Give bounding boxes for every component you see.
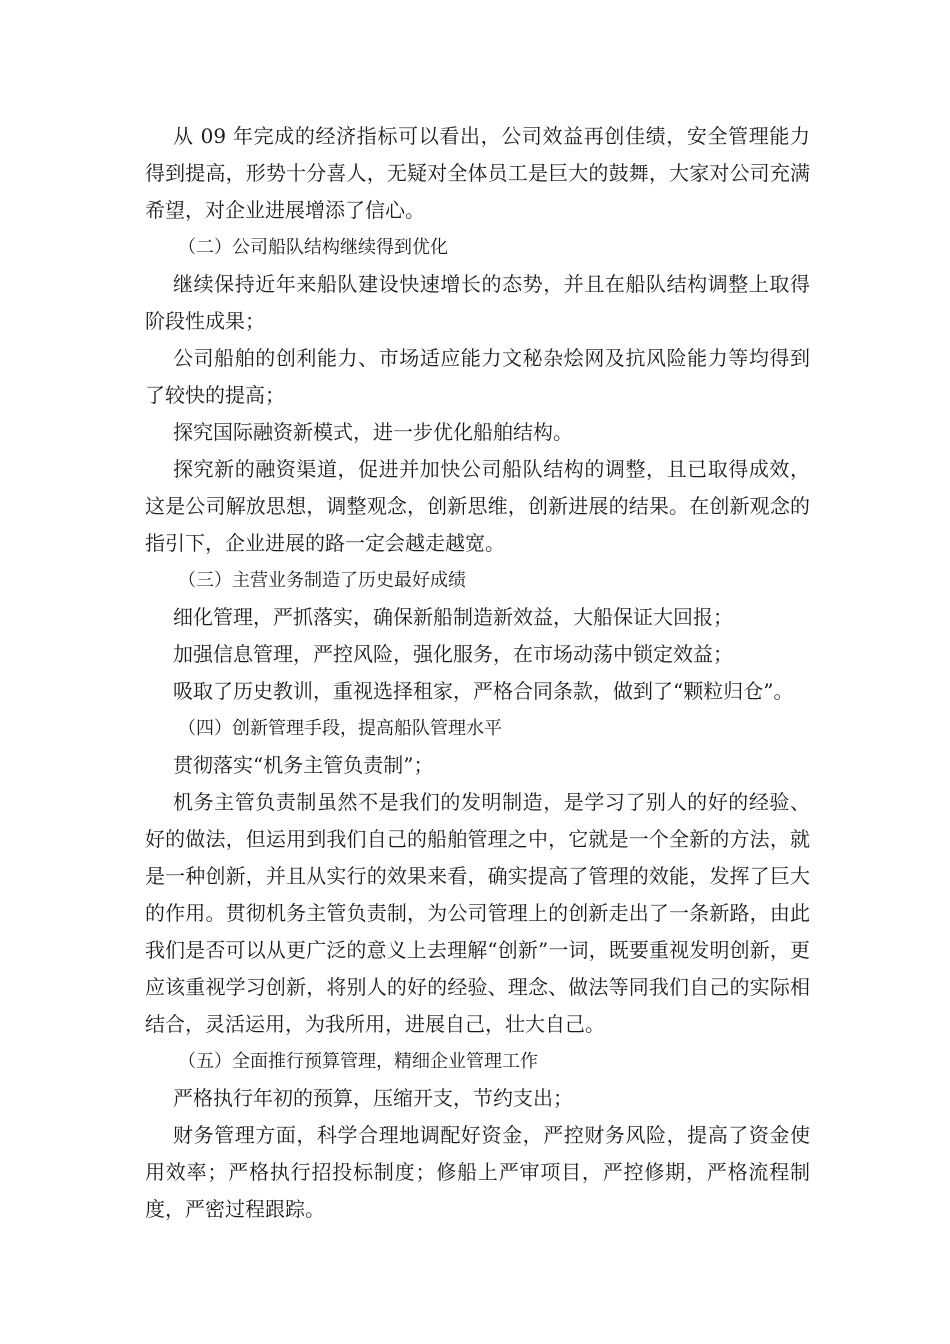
paragraph-fleet-growth: 继续保持近年来船队建设快速增长的态势，并且在船队结构调整上取得阶段性成果；	[145, 272, 810, 333]
document-page	[145, 118, 810, 1228]
section-heading-2: （二）公司船队结构继续得到优化	[178, 237, 448, 258]
section-heading-4: （四）创新管理手段，提高船队管理水平	[178, 718, 502, 739]
paragraph-responsibility-system: 贯彻落实“机务主管负责制”；	[173, 753, 434, 777]
paragraph-innovation: 机务主管负责制虽然不是我们的发明制造，是学习了别人的好的经验、好的做法，但运用到我们自己的船舶管理之中，它就是一个全新的方法，就是一种创新，并且从实行的效果来看，确实提高了管理的效能，发挥了巨大的作用。贯彻机务主管负责制，为公司管理上的创新走出了一条新路，由此我们是否可以从更广泛的意义上去理解“创新”一词，既要重视发明创新，更应该重视学习创新，将别人的好的经验、理念、做法等同我们自己的实际相结合，灵活运用，为我所用，进展自己，壮大自己。	[145, 790, 810, 1036]
paragraph-refined-management: 细化管理，严抓落实，确保新船制造新效益，大船保证大回报；	[173, 605, 733, 629]
paragraph-financing-channels: 探究新的融资渠道，促进并加快公司船队结构的调整，且已取得成效，这是公司解放思想，调整观念，创新思维，创新进展的结果。在创新观念的指引下，企业进展的路一定会越走越宽。	[145, 457, 810, 555]
paragraph-intro: 从 09 年完成的经济指标可以看出，公司效益再创佳绩，安全管理能力得到提高，形势十分喜人，无疑对全体员工是巨大的鼓舞，大家对公司充满希望，对企业进展增添了信心。	[145, 124, 810, 222]
paragraph-lessons: 吸取了历史教训，重视选择租家，严格合同条款，做到了“颗粒归仓”。	[173, 679, 794, 703]
paragraph-budget: 严格执行年初的预算，压缩开支，节约支出；	[173, 1086, 573, 1110]
section-heading-5: （五）全面推行预算管理，精细企业管理工作	[178, 1051, 538, 1072]
paragraph-fleet-capability: 公司船舶的创利能力、市场适应能力文秘杂烩网及抗风险能力等均得到了较快的提高；	[145, 346, 810, 407]
section-heading-3: （三）主营业务制造了历史最好成绩	[178, 570, 466, 591]
paragraph-information-management: 加强信息管理，严控风险，强化服务，在市场动荡中锁定效益；	[173, 642, 733, 666]
paragraph-finance-management: 财务管理方面，科学合理地调配好资金，严控财务风险，提高了资金使用效率；严格执行招投标制度；修船上严审项目，严控修期，严格流程制度，严密过程跟踪。	[145, 1123, 810, 1221]
paragraph-financing-model: 探究国际融资新模式，进一步优化船舶结构。	[173, 420, 573, 444]
